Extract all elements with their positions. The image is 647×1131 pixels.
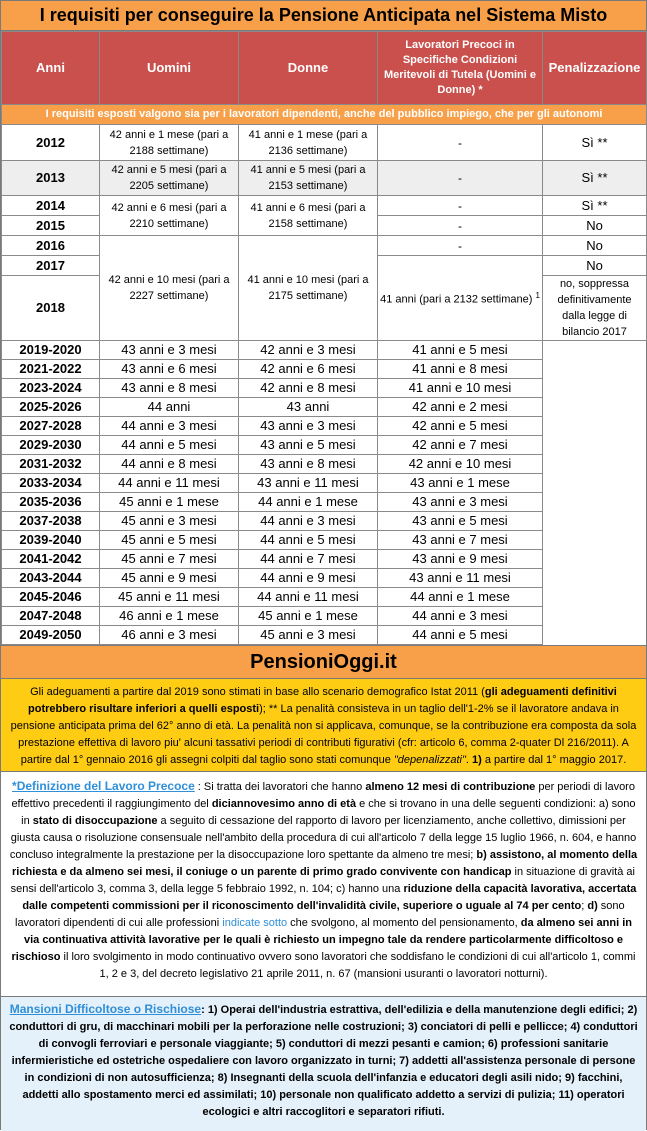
header-donne: Donne — [239, 32, 378, 105]
precoci-cell-2017 — [378, 256, 543, 341]
donne-cell: 42 anni e 6 mesi — [239, 360, 378, 379]
uomini-cell: 42 anni e 10 mesi (pari a 2227 settimane) — [100, 236, 239, 341]
uomini-cell: 44 anni e 5 mesi — [100, 436, 239, 455]
def-bold: da almeno sei anni in via continuativa attività lavorative per le quali è richiesto un impegno tale da rendere particolarmente difficoltoso e rischioso — [11, 917, 632, 963]
anni-cell: 2025-2026 — [2, 398, 100, 417]
def-bold: d) — [587, 900, 598, 912]
donne-cell: 41 anni e 6 mesi (pari a 2158 settimane) — [239, 196, 378, 236]
table-row — [2, 474, 647, 493]
def-text: in situazione di gravità ai sensi dell'articolo 3, comma 3, della legge 5 febbraio 1992, n. 104; c) hanno una — [10, 866, 635, 895]
notes-text: . — [465, 754, 473, 766]
anni-cell: 2031-2032 — [2, 455, 100, 474]
precoci-cell: - — [378, 216, 543, 236]
def-bold: diciannovesimo anno di età — [211, 798, 357, 810]
definizione-link[interactable]: *Definizione del Lavoro Precoce — [12, 779, 195, 793]
anni-cell: 2039-2040 — [2, 531, 100, 550]
anni-cell: 2033-2034 — [2, 474, 100, 493]
def-bold: b) assistono, al momento della richiesta e da almeno sei mesi, il coniuge o un parente di primo grado convivente con handicap — [12, 849, 638, 878]
penal-cell: Sì ** — [543, 125, 647, 161]
uomini-cell: 43 anni e 3 mesi — [100, 341, 239, 360]
year-cell: 2017 — [2, 256, 100, 276]
table-row — [2, 360, 647, 379]
uomini-cell: 42 anni e 6 mesi (pari a 2210 settimane) — [100, 196, 239, 236]
def-text: che svolgono, al momento del pensionamento, — [287, 917, 521, 929]
future-rows — [2, 341, 647, 645]
table-row-2013 — [2, 161, 647, 196]
anni-cell: 2037-2038 — [2, 512, 100, 531]
def-bold: riduzione della capacità lavorativa, accertata dalle competenti commissioni per il riconoscimento dell'invalidità civile, superiore o uguale al 74 per cento — [22, 883, 637, 912]
anni-cell: 2029-2030 — [2, 436, 100, 455]
table-row-2014 — [2, 196, 647, 216]
brand-banner: PensioniOggi.it — [1, 645, 646, 679]
note-row-text: I requisiti esposti valgono sia per i lavoratori dipendenti, anche del pubblico impiego, che per gli autonomi — [2, 105, 647, 125]
header-uomini: Uomini — [100, 32, 239, 105]
anni-cell: 2019-2020 — [2, 341, 100, 360]
donne-cell: 42 anni e 8 mesi — [239, 379, 378, 398]
precoci-cell: 42 anni e 2 mesi — [378, 398, 543, 417]
anni-cell: 2043-2044 — [2, 569, 100, 588]
notes-bold: gli adeguamenti definitivi potrebbero risultare inferiori a quelli esposti — [28, 686, 617, 715]
def-text: : Si tratta dei lavoratori che hanno — [194, 781, 366, 793]
table-row — [2, 569, 647, 588]
table-row-2016 — [2, 236, 647, 256]
mansioni-link[interactable]: Mansioni Difficoltose o Rischiose — [9, 1002, 202, 1016]
anni-cell: 2041-2042 — [2, 550, 100, 569]
uomini-cell: 45 anni e 5 mesi — [100, 531, 239, 550]
uomini-cell: 45 anni e 7 mesi — [100, 550, 239, 569]
year-cell: 2013 — [2, 161, 100, 196]
precoci-cell: 42 anni e 7 mesi — [378, 436, 543, 455]
donne-cell: 44 anni e 3 mesi — [239, 512, 378, 531]
page-title: I requisiti per conseguire la Pensione Anticipata nel Sistema Misto — [1, 1, 646, 31]
donne-cell: 44 anni e 9 mesi — [239, 569, 378, 588]
precoci-cell: - — [378, 161, 543, 196]
table-row — [2, 626, 647, 645]
anni-cell: 2023-2024 — [2, 379, 100, 398]
table-row-2012 — [2, 125, 647, 161]
precoci-cell: 44 anni e 1 mese — [378, 588, 543, 607]
anni-cell: 2049-2050 — [2, 626, 100, 645]
table-row — [2, 531, 647, 550]
uomini-cell: 46 anni e 1 mese — [100, 607, 239, 626]
def-text: per periodi di lavoro effettivo precedenti il raggiungimento del — [11, 781, 635, 810]
def-text: e che si trovano in una delle seguenti condizioni: a) sono in — [21, 798, 636, 827]
table-row — [2, 588, 647, 607]
mansioni-text: : 1) Operai dell'industria estrattiva, dell'edilizia e della manutenzione degli edifici; 2) conduttori di gru, di macchinari mobili per la perforazione nelle costruzioni; 3) conciatori di pelli e pellicce; 4) conduttori di convogli ferroviari e personale viaggiante; 5) conduttori di mezzi pesanti e camion; 6) professioni sanitarie infermieristiche ed ostetriche ospedaliere con lavoro organizzato in turni; 7) addetti all'assistenza personale di persone in condizioni di non autosufficienza; 8) Insegnanti della scuola dell'infanzia e educatori degli asili nido; 9) facchini, addetti allo spostamento merci ed assimilati; 10) personale non qualificato addetto a servizi di pulizia; 11) operatori ecologici e altri raccoglitori e separatori rifiuti. — [9, 1004, 638, 1118]
precoci-cell: 42 anni e 10 mesi — [378, 455, 543, 474]
donne-cell: 43 anni e 11 mesi — [239, 474, 378, 493]
uomini-cell: 45 anni e 9 mesi — [100, 569, 239, 588]
anni-cell: 2047-2048 — [2, 607, 100, 626]
year-cell: 2014 — [2, 196, 100, 216]
notes-text: ); ** La penalità consisteva in un taglio dell'1-2% se il lavoratore andava in pensione anticipata prima del 62° anno di età. La penalità non si applicava, comunque, se la contribuzione era composta da sola prestazione effettiva di lavoro piu' alcuni tassativi periodi di contributi figurativi (cfr: articolo 6, comma 2-quater Dl 216/2011). A partire dal 1° gennaio 2016 gli assegni colpiti dal taglio sono stati comunque — [10, 703, 637, 766]
precoci-cell: - — [378, 196, 543, 216]
donne-cell: 41 anni e 1 mese (pari a 2136 settimane) — [239, 125, 378, 161]
penal-cell: Sì ** — [543, 196, 647, 216]
uomini-cell: 44 anni — [100, 398, 239, 417]
uomini-cell: 45 anni e 1 mese — [100, 493, 239, 512]
def-bold: almeno 12 mesi di contribuzione — [365, 781, 536, 793]
notes-text: a partire dal 1° maggio 2017. — [481, 754, 627, 766]
definizione-box — [1, 772, 646, 997]
donne-cell: 45 anni e 3 mesi — [239, 626, 378, 645]
table-row — [2, 512, 647, 531]
uomini-cell: 42 anni e 5 mesi (pari a 2205 settimane) — [100, 161, 239, 196]
table-row — [2, 436, 647, 455]
penal-cell: Sì ** — [543, 161, 647, 196]
uomini-cell: 44 anni e 3 mesi — [100, 417, 239, 436]
donne-cell: 43 anni e 5 mesi — [239, 436, 378, 455]
precoci-cell: 42 anni e 5 mesi — [378, 417, 543, 436]
header-penalizzazione: Penalizzazione — [543, 32, 647, 105]
footnote-marker: 1 — [535, 291, 540, 301]
precoci-cell: - — [378, 125, 543, 161]
uomini-cell: 42 anni e 1 mese (pari a 2188 settimane) — [100, 125, 239, 161]
precoci-cell: 41 anni e 5 mesi — [378, 341, 543, 360]
notes-italic: "depenalizzati" — [393, 754, 466, 766]
year-cell: 2015 — [2, 216, 100, 236]
def-text: il loro svolgimento in modo continuativo ovvero sono lavoratori che soddisfano le condizioni di cui all'articolo 1, commi 1, 2 e 3, del decreto legislativo 21 aprile 2011, n. 67 (mansioni usuranti o lavoratori notturni). — [60, 951, 636, 980]
def-text: sono lavoratori dipendenti di cui alle professioni — [15, 900, 625, 929]
indicate-sotto-link[interactable]: indicate sotto — [222, 917, 288, 929]
penal-cell: No — [543, 216, 647, 236]
notes-box — [1, 679, 646, 772]
precoci-cell: - — [378, 236, 543, 256]
def-text: a seguito di cessazione del rapporto di lavoro per licenziamento, anche collettivo, dimissioni per giusta causa o risoluzione consensuale nell'ambito della procedura di cui all'articolo 7 della legge 15 luglio 1966, n. 604, e hanno concluso integralmente la prestazione per la disoccupazione loro spettante da almeno tre mesi; — [9, 815, 637, 861]
precoci-cell: 43 anni e 1 mese — [378, 474, 543, 493]
donne-cell: 44 anni e 11 mesi — [239, 588, 378, 607]
table-row — [2, 493, 647, 512]
donne-cell: 43 anni e 3 mesi — [239, 417, 378, 436]
uomini-cell: 43 anni e 8 mesi — [100, 379, 239, 398]
penal-cell-soppressa: no, soppressa definitivamente dalla legge di bilancio 2017 — [543, 276, 647, 341]
uomini-cell: 46 anni e 3 mesi — [100, 626, 239, 645]
anni-cell: 2045-2046 — [2, 588, 100, 607]
header-anni: Anni — [2, 32, 100, 105]
anni-cell: 2021-2022 — [2, 360, 100, 379]
anni-cell: 2035-2036 — [2, 493, 100, 512]
def-bold: stato di disoccupazione — [32, 815, 158, 827]
donne-cell: 43 anni e 8 mesi — [239, 455, 378, 474]
table-row — [2, 417, 647, 436]
penal-cell: No — [543, 236, 647, 256]
year-cell: 2018 — [2, 276, 100, 341]
table-row — [2, 607, 647, 626]
donne-cell: 44 anni e 5 mesi — [239, 531, 378, 550]
penal-cell: No — [543, 256, 647, 276]
uomini-cell: 43 anni e 6 mesi — [100, 360, 239, 379]
note-row — [2, 105, 647, 125]
donne-cell: 44 anni e 7 mesi — [239, 550, 378, 569]
table-row — [2, 379, 647, 398]
precoci-cell: 43 anni e 11 mesi — [378, 569, 543, 588]
precoci-2017-text: 41 anni (pari a 2132 settimane) — [380, 293, 536, 306]
uomini-cell: 44 anni e 11 mesi — [100, 474, 239, 493]
uomini-cell: 45 anni e 11 mesi — [100, 588, 239, 607]
donne-cell: 44 anni e 1 mese — [239, 493, 378, 512]
def-text: ; — [581, 900, 588, 912]
mansioni-box — [1, 997, 646, 1131]
year-cell: 2012 — [2, 125, 100, 161]
year-cell: 2016 — [2, 236, 100, 256]
table-row — [2, 341, 647, 360]
precoci-cell: 41 anni e 10 mesi — [378, 379, 543, 398]
header-precoci: Lavoratori Precoci in Specifiche Condizioni Meritevoli di Tutela (Uomini e Donne) * — [378, 32, 543, 105]
table-row — [2, 550, 647, 569]
precoci-cell: 43 anni e 7 mesi — [378, 531, 543, 550]
precoci-cell: 44 anni e 5 mesi — [378, 626, 543, 645]
donne-cell: 43 anni — [239, 398, 378, 417]
uomini-cell: 44 anni e 8 mesi — [100, 455, 239, 474]
donne-cell: 41 anni e 5 mesi (pari a 2153 settimane) — [239, 161, 378, 196]
donne-cell: 45 anni e 1 mese — [239, 607, 378, 626]
table-header-row — [2, 32, 647, 105]
table-row — [2, 455, 647, 474]
precoci-cell: 44 anni e 3 mesi — [378, 607, 543, 626]
table-row — [2, 398, 647, 417]
precoci-cell: 43 anni e 3 mesi — [378, 493, 543, 512]
precoci-cell: 43 anni e 5 mesi — [378, 512, 543, 531]
uomini-cell: 45 anni e 3 mesi — [100, 512, 239, 531]
precoci-cell: 41 anni e 8 mesi — [378, 360, 543, 379]
anni-cell: 2027-2028 — [2, 417, 100, 436]
requirements-table — [1, 31, 647, 645]
donne-cell: 41 anni e 10 mesi (pari a 2175 settimane) — [239, 236, 378, 341]
precoci-cell: 43 anni e 9 mesi — [378, 550, 543, 569]
donne-cell: 42 anni e 3 mesi — [239, 341, 378, 360]
notes-text: Gli adeguamenti a partire dal 2019 sono stimati in base allo scenario demografico Istat 2011 ( — [30, 686, 485, 698]
notes-bold: 1) — [472, 754, 482, 766]
